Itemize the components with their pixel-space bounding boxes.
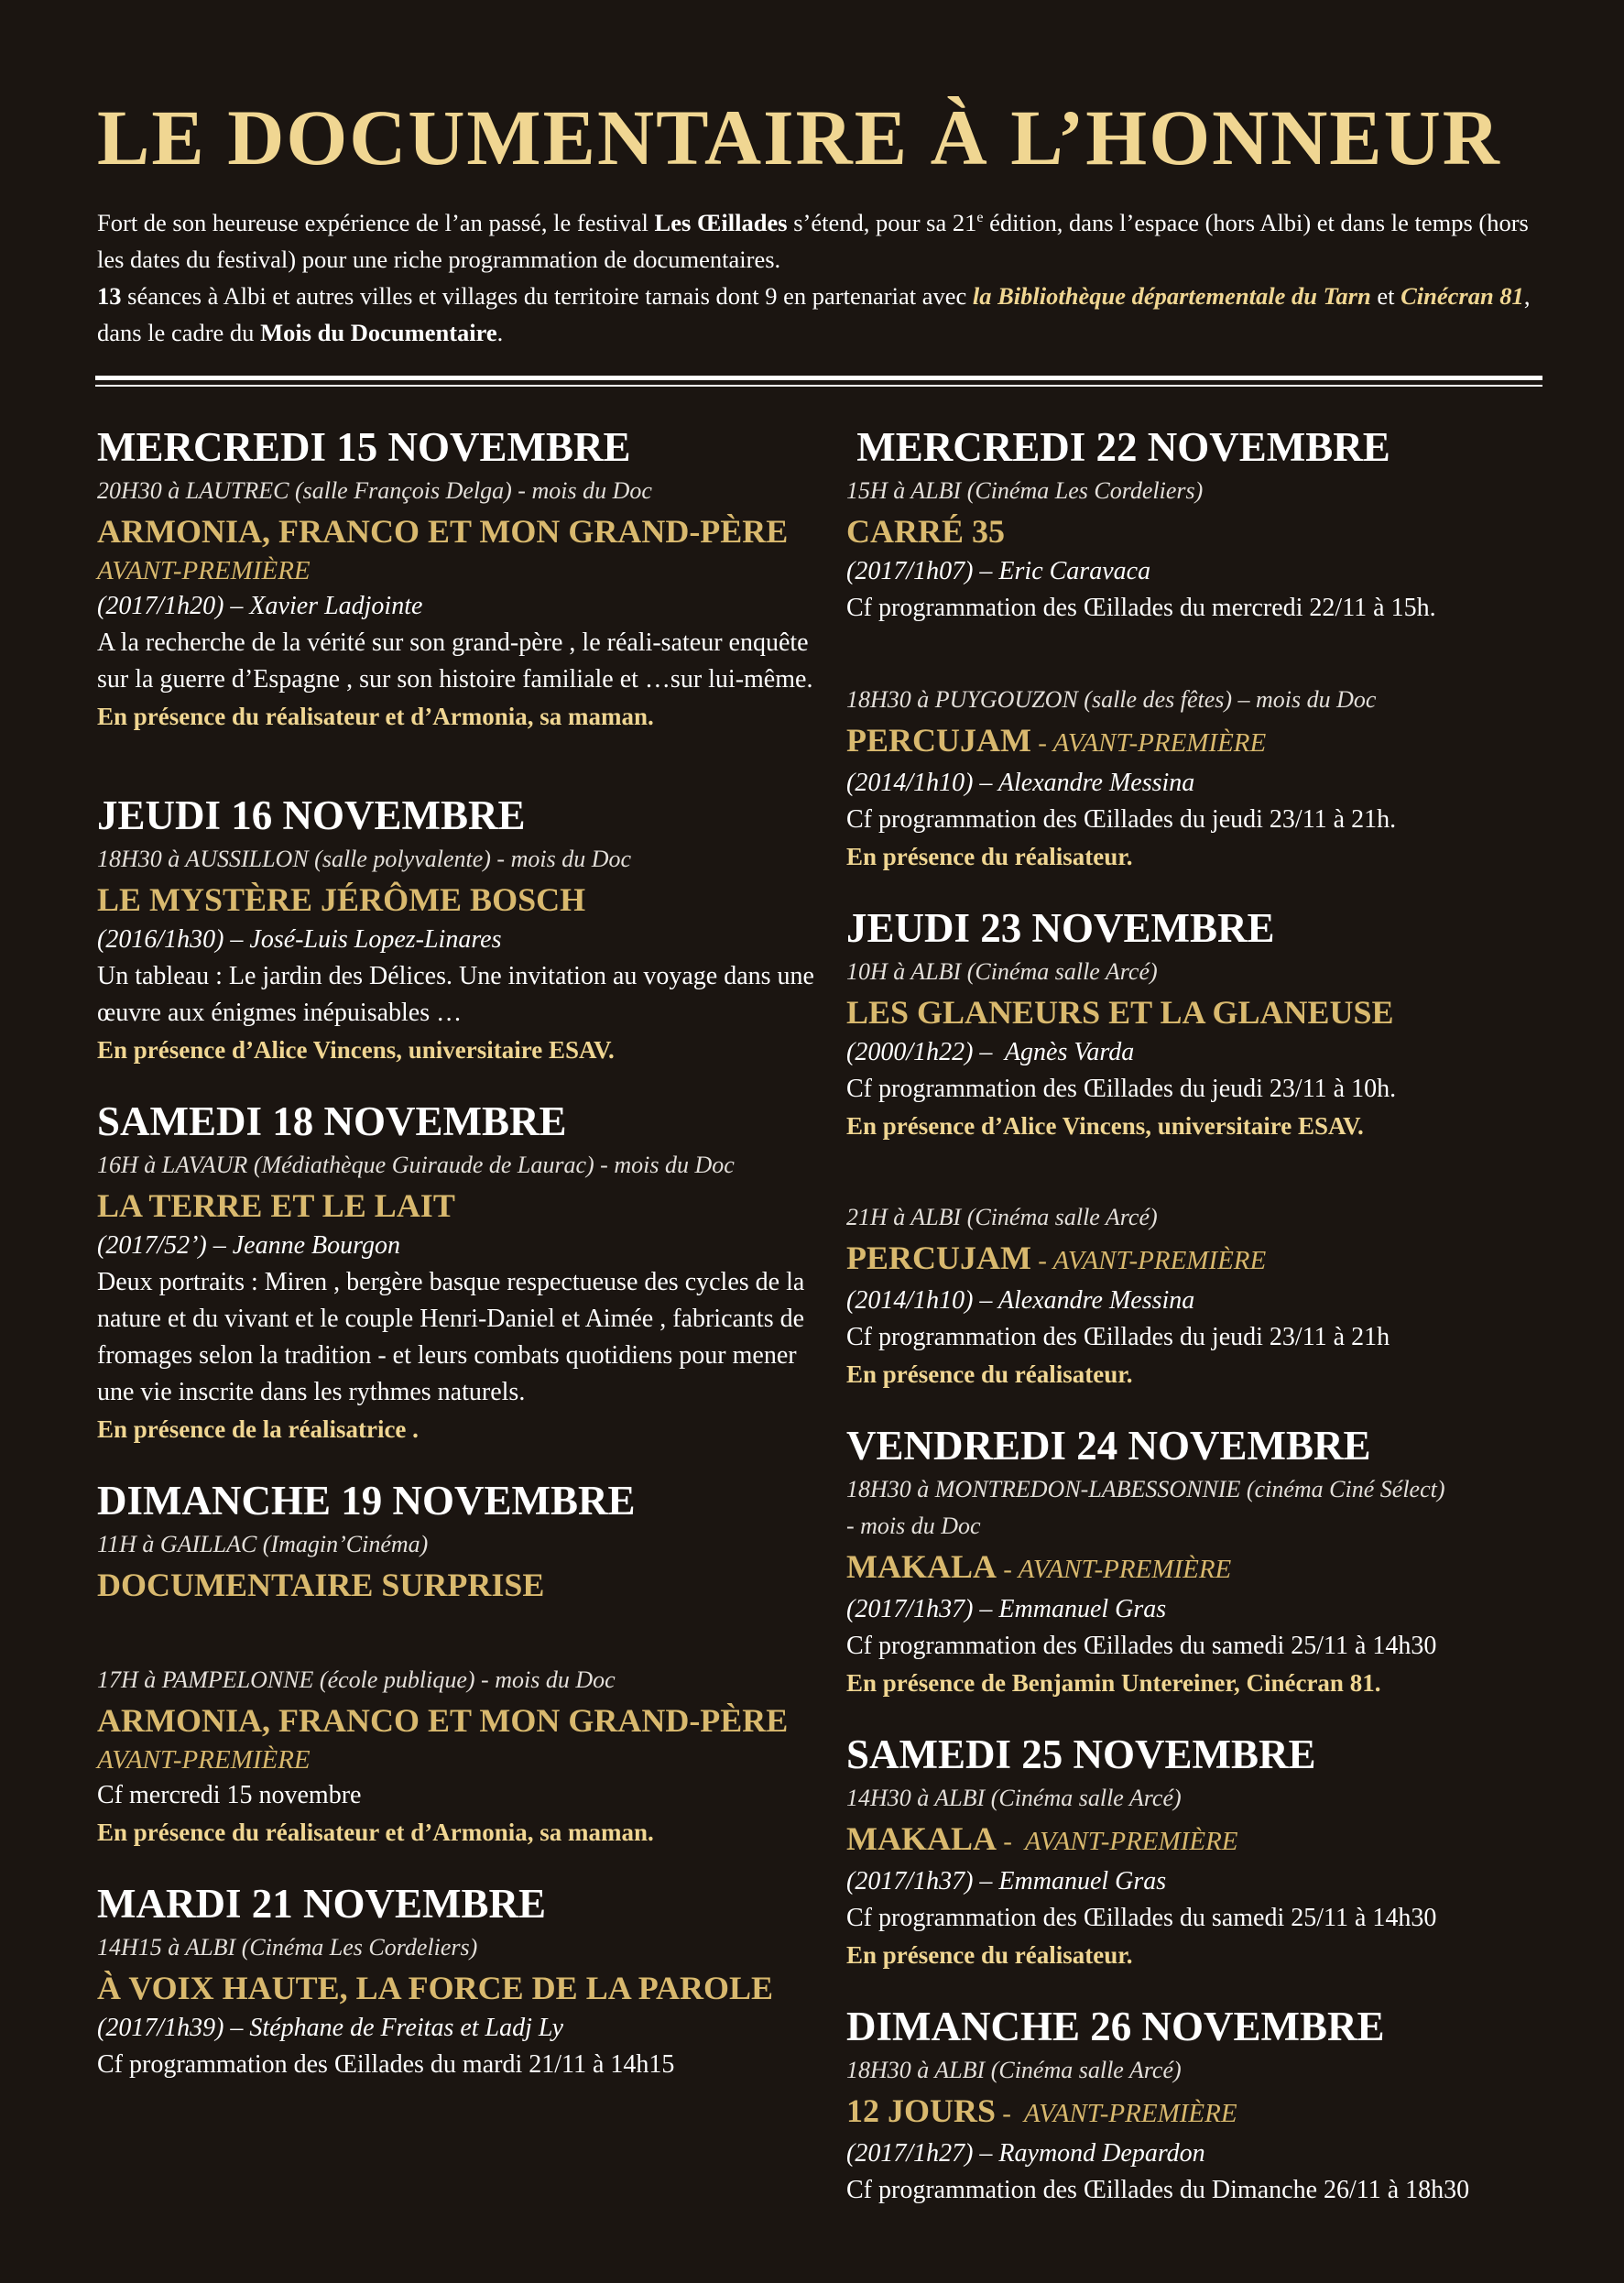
page-title: LE DOCUMENTAIRE À L’HONNEUR bbox=[97, 93, 1501, 181]
film-title: ARMONIA, FRANCO ET MON GRAND-PÈRE bbox=[97, 1702, 789, 1739]
film-title: PERCUJAM bbox=[846, 1240, 1031, 1276]
partner-bibliotheque: la Bibliothèque départementale du Tarn bbox=[972, 281, 1371, 310]
divider-thin bbox=[95, 385, 1542, 387]
day-heading: JEUDI 23 NOVEMBRE bbox=[846, 905, 1275, 951]
day-section bbox=[97, 790, 830, 1068]
day-heading: JEUDI 16 NOVEMBRE bbox=[97, 792, 526, 838]
film-description: Cf programmation des Œillades du jeudi 23/11 à 21h bbox=[846, 1323, 1390, 1351]
film-title: MAKALA bbox=[846, 1548, 997, 1585]
day-section bbox=[846, 1420, 1579, 1701]
screening-schedule: 14H15 à ALBI (Cinéma Les Cordeliers) bbox=[97, 1934, 478, 1961]
screening-schedule: 14H30 à ALBI (Cinéma salle Arcé) bbox=[846, 1785, 1182, 1811]
right-column bbox=[846, 421, 1579, 2209]
film-title: CARRÉ 35 bbox=[846, 513, 1006, 550]
film-title: 12 JOURS bbox=[846, 2092, 997, 2129]
day-section bbox=[97, 1096, 830, 1447]
film-title-line bbox=[846, 2089, 1579, 2136]
film-title: LES GLANEURS ET LA GLANEUSE bbox=[846, 994, 1394, 1031]
day-section bbox=[846, 2001, 1579, 2209]
intro-paragraph-2 bbox=[97, 278, 1544, 351]
screening-schedule: 17H à PAMPELONNE (école publique) - mois du Doc bbox=[97, 1666, 616, 1693]
intro-text-part: . bbox=[496, 318, 504, 346]
day-heading: SAMEDI 25 NOVEMBRE bbox=[846, 1731, 1316, 1777]
intro-text-part: et bbox=[1370, 281, 1401, 310]
presence-note: En présence du réalisateur et d’Armonia, sa maman. bbox=[97, 1819, 654, 1846]
film-description: Cf programmation des Œillades du mercredi 22/11 à 15h. bbox=[846, 594, 1436, 622]
day-heading: MERCREDI 15 NOVEMBRE bbox=[97, 424, 631, 470]
day-heading: DIMANCHE 26 NOVEMBRE bbox=[846, 2004, 1385, 2049]
film-title-line bbox=[846, 718, 1579, 765]
screening-schedule: 11H à GAILLAC (Imagin’Cinéma) bbox=[97, 1531, 429, 1557]
intro-text-part: Fort de son heureuse expérience de l’an passé, le festival bbox=[97, 208, 655, 236]
avant-premiere-label: - AVANT-PREMIÈRE bbox=[1030, 1246, 1267, 1275]
presence-note: En présence du réalisateur. bbox=[846, 1360, 1133, 1388]
day-heading: DIMANCHE 19 NOVEMBRE bbox=[97, 1478, 636, 1524]
screening-schedule: 18H30 à ALBI (Cinéma salle Arcé) bbox=[846, 2057, 1182, 2083]
film-description: Cf programmation des Œillades du samedi 25/11 à 14h30 bbox=[846, 1632, 1437, 1660]
session-count: 13 bbox=[97, 281, 122, 310]
edition-superscript: e bbox=[976, 210, 984, 225]
screening-schedule: 21H à ALBI (Cinéma salle Arcé) bbox=[846, 1204, 1158, 1230]
screening-schedule: 18H30 à MONTREDON-LABESSONNIE (cinéma Ciné Sélect) bbox=[846, 1476, 1445, 1502]
film-title: ARMONIA, FRANCO ET MON GRAND-PÈRE bbox=[97, 513, 789, 550]
day-section bbox=[97, 1475, 830, 1851]
film-credits: (2014/1h10) – Alexandre Messina bbox=[846, 1286, 1195, 1315]
day-heading: SAMEDI 18 NOVEMBRE bbox=[97, 1098, 567, 1144]
film-credits: (2017/1h07) – Eric Caravaca bbox=[846, 557, 1151, 585]
day-heading: MERCREDI 22 NOVEMBRE bbox=[846, 424, 1390, 470]
presence-note: En présence de la réalisatrice . bbox=[97, 1415, 419, 1443]
film-credits: (2016/1h30) – José-Luis Lopez-Linares bbox=[97, 925, 502, 954]
film-description: Un tableau : Le jardin des Délices. Une invitation au voyage dans une œuvre aux énigmes inépuisables … bbox=[97, 962, 814, 1027]
screening-schedule: 10H à ALBI (Cinéma salle Arcé) bbox=[846, 958, 1158, 985]
mois-du-documentaire: Mois du Documentaire bbox=[260, 318, 497, 346]
day-section bbox=[846, 902, 1579, 1393]
avant-premiere-label: - AVANT-PREMIÈRE bbox=[997, 1827, 1238, 1856]
film-credits: (2017/1h37) – Emmanuel Gras bbox=[846, 1595, 1167, 1623]
avant-premiere-label: AVANT-PREMIÈRE bbox=[97, 556, 311, 585]
presence-note: En présence d’Alice Vincens, universitaire ESAV. bbox=[846, 1112, 1364, 1140]
intro-text-part: édition, dans l’espace (hors Albi) et dans le temps (hors les dates du festival) pour une riche programmation de documentaires. bbox=[97, 208, 1529, 273]
avant-premiere-label: - AVANT-PREMIÈRE bbox=[1030, 728, 1267, 758]
day-heading: VENDREDI 24 NOVEMBRE bbox=[846, 1423, 1371, 1469]
film-credits: (2017/1h39) – Stéphane de Freitas et Ladj Ly bbox=[97, 2014, 564, 2042]
day-section bbox=[846, 1729, 1579, 1973]
day-section bbox=[846, 421, 1579, 875]
film-title: MAKALA bbox=[846, 1820, 997, 1857]
intro-text-part: s’étend, pour sa 21 bbox=[787, 208, 977, 236]
intro-text bbox=[97, 200, 1544, 351]
film-description: Cf programmation des Œillades du Dimanche 26/11 à 18h30 bbox=[846, 2176, 1470, 2204]
partner-cinecran: Cinécran 81 bbox=[1401, 281, 1524, 310]
film-description: Deux portraits : Miren , bergère basque respectueuse des cycles de la nature et du vivant et le couple Henri-Daniel et Aimée , fabricants de fromages selon la tradition - et leurs combats quotidiens pour mener une vie inscrite dans les rythmes naturels. bbox=[97, 1268, 805, 1406]
screening-schedule: 16H à LAVAUR (Médiathèque Guiraude de Laurac) - mois du Doc bbox=[97, 1152, 735, 1178]
intro-text-part: , dans le cadre du bbox=[97, 281, 1531, 346]
presence-note: En présence du réalisateur et d’Armonia, sa maman. bbox=[97, 703, 654, 730]
avant-premiere-label: AVANT-PREMIÈRE bbox=[97, 1745, 311, 1775]
avant-premiere-label: - AVANT-PREMIÈRE bbox=[996, 2099, 1237, 2128]
film-credits: (2017/1h20) – Xavier Ladjointe bbox=[97, 592, 423, 620]
screening-schedule: 18H30 à AUSSILLON (salle polyvalente) - mois du Doc bbox=[97, 846, 632, 872]
film-title-line bbox=[846, 1236, 1579, 1283]
presence-note: En présence d’Alice Vincens, universitaire ESAV. bbox=[97, 1036, 615, 1064]
divider-thick bbox=[95, 376, 1542, 380]
day-section bbox=[97, 421, 830, 735]
film-credits: (2000/1h22) – Agnès Varda bbox=[846, 1038, 1135, 1066]
screening-schedule: 15H à ALBI (Cinéma Les Cordeliers) bbox=[846, 477, 1204, 504]
day-heading: MARDI 21 NOVEMBRE bbox=[97, 1881, 546, 1927]
presence-note: En présence du réalisateur. bbox=[846, 843, 1133, 870]
day-section bbox=[97, 1878, 830, 2083]
film-title-line bbox=[846, 1545, 1579, 1591]
presence-note: En présence du réalisateur. bbox=[846, 1941, 1133, 1969]
film-credits: (2017/1h27) – Raymond Depardon bbox=[846, 2139, 1205, 2168]
film-title: DOCUMENTAIRE SURPRISE bbox=[97, 1567, 545, 1603]
screening-schedule-cont: - mois du Doc bbox=[846, 1513, 981, 1539]
film-description: Cf programmation des Œillades du jeudi 23/11 à 21h. bbox=[846, 805, 1397, 834]
film-title: LA TERRE ET LE LAIT bbox=[97, 1187, 455, 1224]
intro-paragraph-1 bbox=[97, 200, 1544, 278]
screening-schedule: 20H30 à LAUTREC (salle François Delga) - mois du Doc bbox=[97, 477, 652, 504]
film-description: Cf mercredi 15 novembre bbox=[97, 1781, 362, 1809]
presence-note: En présence de Benjamin Untereiner, Cinécran 81. bbox=[846, 1669, 1381, 1697]
film-description: A la recherche de la vérité sur son grand-père , le réali-sateur enquête sur la guerre d’Espagne , sur son histoire familiale et …sur lui-même. bbox=[97, 628, 813, 694]
avant-premiere-label: - AVANT-PREMIÈRE bbox=[997, 1555, 1232, 1584]
intro-text-part: séances à Albi et autres villes et villages du territoire tarnais dont 9 en partenariat avec bbox=[121, 281, 973, 310]
film-title: LE MYSTÈRE JÉRÔME BOSCH bbox=[97, 881, 586, 918]
film-title: À VOIX HAUTE, LA FORCE DE LA PAROLE bbox=[97, 1970, 774, 2006]
film-title-line bbox=[846, 1817, 1579, 1863]
film-description: Cf programmation des Œillades du jeudi 23/11 à 10h. bbox=[846, 1075, 1397, 1103]
film-description: Cf programmation des Œillades du mardi 21/11 à 14h15 bbox=[97, 2050, 675, 2079]
festival-name: Les Œillades bbox=[654, 208, 788, 236]
left-column bbox=[97, 421, 830, 2083]
film-title: PERCUJAM bbox=[846, 722, 1031, 759]
film-credits: (2017/52’) – Jeanne Bourgon bbox=[97, 1231, 400, 1260]
film-description: Cf programmation des Œillades du samedi 25/11 à 14h30 bbox=[846, 1904, 1437, 1932]
screening-schedule: 18H30 à PUYGOUZON (salle des fêtes) – mois du Doc bbox=[846, 686, 1377, 713]
film-credits: (2017/1h37) – Emmanuel Gras bbox=[846, 1867, 1167, 1895]
film-credits: (2014/1h10) – Alexandre Messina bbox=[846, 769, 1195, 797]
